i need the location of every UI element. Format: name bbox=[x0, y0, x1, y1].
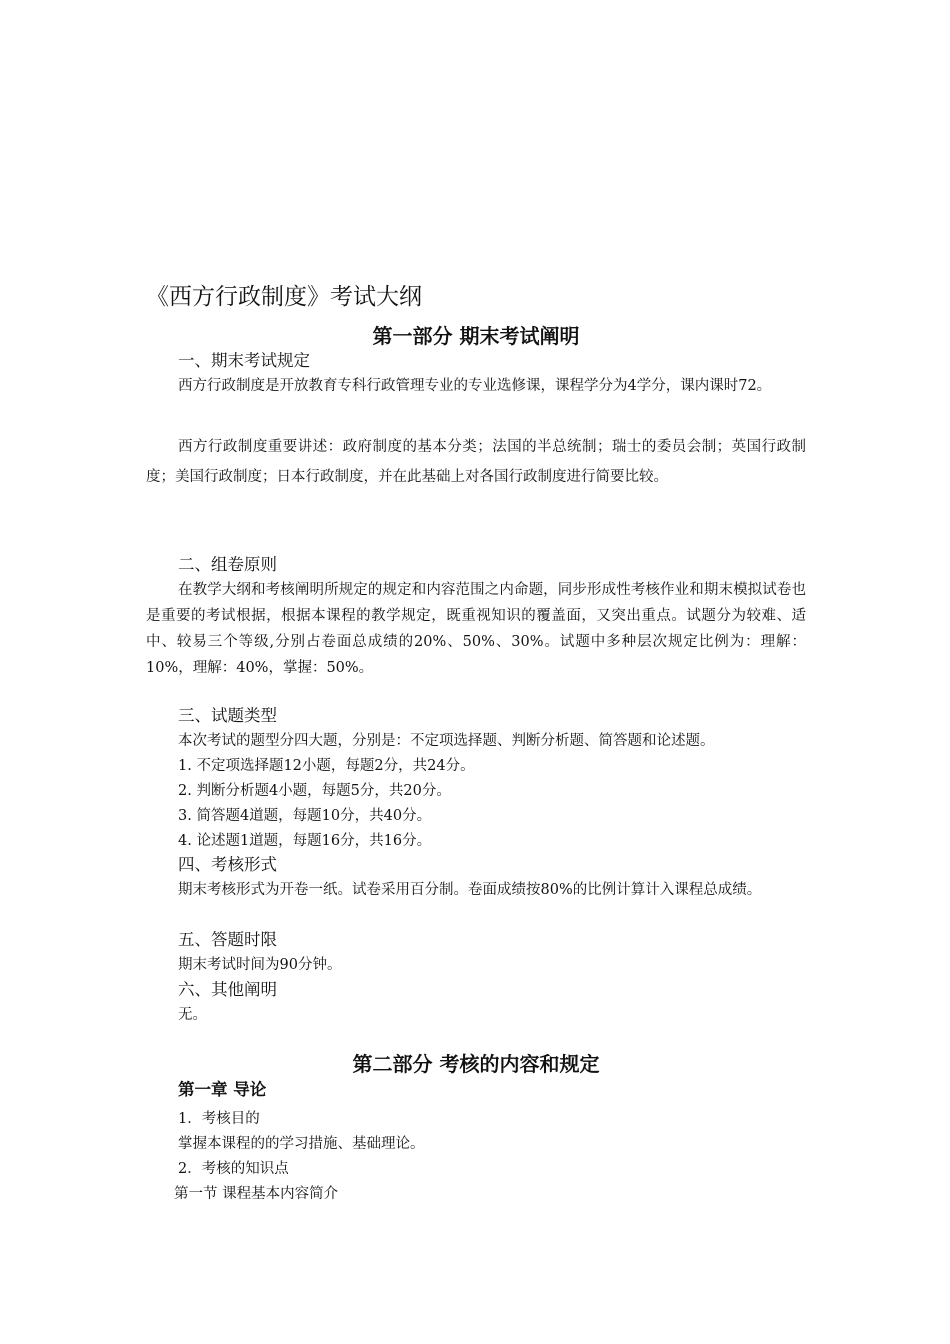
chapter1-line-4: 第一节 课程基本内容简介 bbox=[174, 1186, 339, 1202]
section6-text: 无。 bbox=[178, 1007, 207, 1023]
question-type-item-1: 1. 不定项选择题12小题，每题2分，共24分。 bbox=[178, 758, 475, 774]
section1-paragraph-2: 西方行政制度重要讲述：政府制度的基本分类；法国的半总统制；瑞士的委员会制；英国行政制度；美国行政制度；日本行政制度，并在此基础上对各国行政制度进行简要比较。 bbox=[146, 439, 806, 485]
chapter1-line-2: 掌握本课程的的学习措施、基础理论。 bbox=[178, 1136, 425, 1152]
document-title: 《西方行政制度》考试大纲 bbox=[146, 284, 422, 310]
section1-paragraph-1: 西方行政制度是开放教育专科行政管理专业的专业选修课，课程学分为4学分，课内课时72。 bbox=[178, 378, 772, 394]
section3-heading: 三、试题类型 bbox=[178, 706, 277, 725]
section2-heading: 二、组卷原则 bbox=[178, 555, 277, 574]
section2-paragraph: 在教学大纲和考核阐明所规定的规定和内容范围之内命题，同步形成性考核作业和期末模拟试卷也是重要的考试根据，根据本课程的教学规定，既重视知识的覆盖面，又突出重点。试题分为较难、适中、较易三个等级,分别占卷面总成绩的20%、50%、30%。试题中多种层次规定比例为：理解：10%，理解：40%，掌握：50%。 bbox=[146, 582, 806, 676]
part2-title: 第二部分 考核的内容和规定 bbox=[352, 1052, 600, 1076]
part1-title: 第一部分 期末考试阐明 bbox=[372, 324, 580, 348]
section5-text: 期末考试时间为90分钟。 bbox=[178, 957, 342, 973]
question-type-item-2: 2. 判断分析题4小题，每题5分，共20分。 bbox=[178, 783, 451, 799]
question-type-item-4: 4. 论述题1道题，每题16分，共16分。 bbox=[178, 833, 432, 849]
chapter1-line-1: 1．考核目的 bbox=[178, 1111, 260, 1127]
section4-paragraph: 期末考核形式为开卷一纸。试卷采用百分制。卷面成绩按80%的比例计算计入课程总成绩。 bbox=[178, 882, 762, 898]
chapter1-line-3: 2．考核的知识点 bbox=[178, 1161, 289, 1177]
section3-intro: 本次考试的题型分四大题，分别是：不定项选择题、判断分析题、简答题和论述题。 bbox=[178, 733, 715, 749]
section1-heading: 一、期末考试规定 bbox=[178, 351, 310, 370]
question-type-item-3: 3. 简答题4道题，每题10分，共40分。 bbox=[178, 808, 432, 824]
section4-heading: 四、考核形式 bbox=[178, 855, 277, 874]
section6-heading: 六、其他阐明 bbox=[178, 980, 277, 999]
chapter1-heading: 第一章 导论 bbox=[178, 1080, 267, 1099]
section5-heading: 五、答题时限 bbox=[178, 930, 277, 949]
